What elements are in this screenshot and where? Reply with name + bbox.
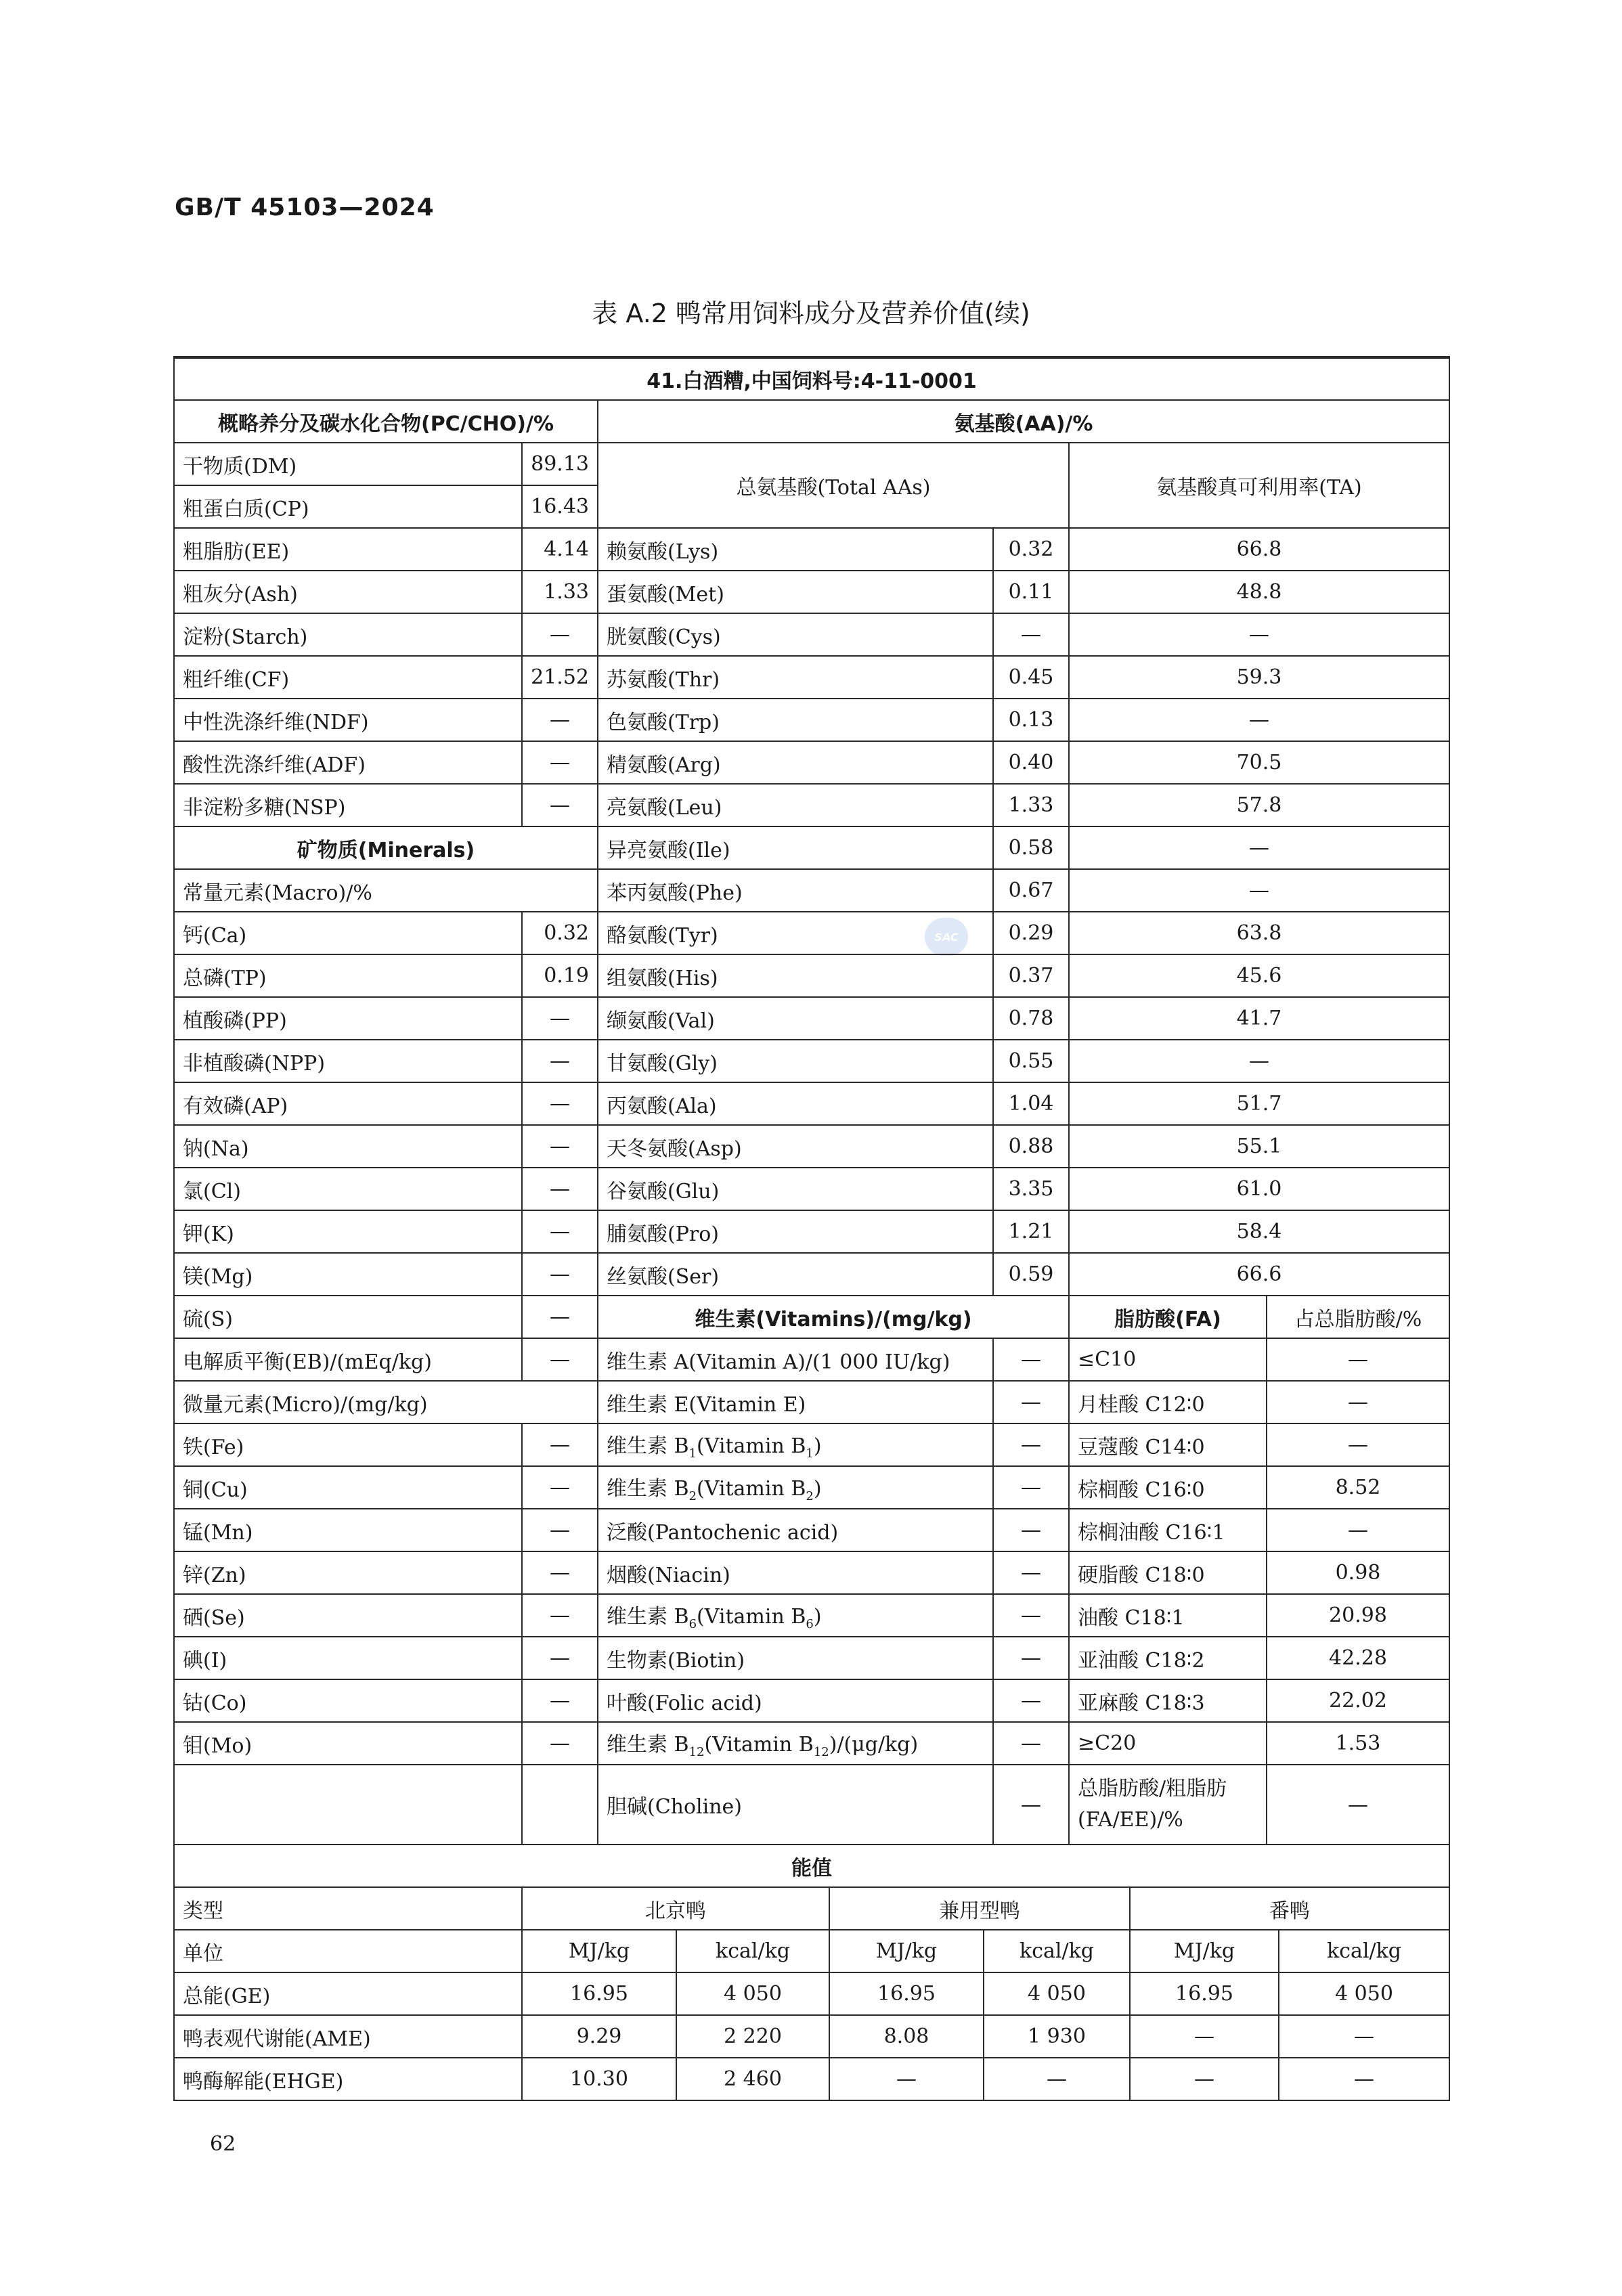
amino-acid-ta: 63.8 [1069,912,1449,954]
ta-header: 氨基酸真可利用率(TA) [1069,443,1449,528]
section-header-fa: 脂肪酸(FA) [1069,1296,1267,1338]
energy-unit-label: 单位 [174,1930,522,1972]
energy-row-label: 总能(GE) [174,1972,522,2015]
energy-group: 番鸭 [1130,1887,1449,1930]
table-row [174,1168,1449,1210]
energy-value: 2 460 [676,2058,829,2100]
vitamin-label: 维生素 $B_2(Vitamin$ $B_2$) [598,1466,993,1509]
vitamin-value: — [993,1637,1069,1679]
energy-value: — [1279,2015,1449,2058]
table-row [174,1338,1449,1381]
vitamin-label: 烟酸(Niacin) [598,1551,993,1594]
nutrient-label: 干物质(DM) [174,443,522,485]
nutrient-label: 电解质平衡(EB)/(mEq/kg) [174,1338,522,1381]
table-title: 表 A.2 鸭常用饲料成分及营养价值(续) [592,299,1030,328]
amino-acid-label: 脯氨酸(Pro) [598,1210,993,1253]
amino-acid-ta: 55.1 [1069,1125,1449,1168]
section-header-aa: 氨基酸(AA)/% [598,400,1449,443]
fatty-acid-label: 油酸 C18∶1 [1069,1594,1267,1637]
table-row [174,741,1449,784]
amino-acid-value: 0.88 [993,1125,1069,1168]
energy-row-label: 鸭表观代谢能(AME) [174,2015,522,2058]
energy-group: 兼用型鸭 [829,1887,1130,1930]
fatty-acid-label: 棕榈油酸 C16∶1 [1069,1509,1267,1551]
amino-acid-ta: — [1069,869,1449,912]
energy-type-label: 类型 [174,1887,522,1930]
fatty-acid-label: 硬脂酸 C18∶0 [1069,1551,1267,1594]
energy-value: — [1279,2058,1449,2100]
nutrient-label: 钠(Na) [174,1125,522,1168]
amino-acid-ta: 41.7 [1069,997,1449,1040]
table-row [174,1722,1449,1765]
amino-acid-value: 0.45 [993,656,1069,699]
nutrient-value: — [522,1040,598,1082]
amino-acid-ta: 58.4 [1069,1210,1449,1253]
amino-acid-ta: 51.7 [1069,1082,1449,1125]
energy-value: 16.95 [829,1972,984,2015]
nutrient-label: 锰(Mn) [174,1509,522,1551]
table-row [174,1972,1449,2015]
table-row [174,869,1449,912]
nutrient-label: 镁(Mg) [174,1253,522,1296]
amino-acid-label: 酪氨酸(Tyr) [598,912,993,954]
table-row [174,1040,1449,1082]
energy-value: — [1130,2015,1279,2058]
amino-acid-label: 色氨酸(Trp) [598,699,993,741]
amino-acid-ta: — [1069,699,1449,741]
table-row [174,1381,1449,1423]
section-header-pc: 概略养分及碳水化合物(PC/CHO)/% [174,400,598,443]
fatty-acid-label: 亚麻酸 C18∶3 [1069,1679,1267,1722]
amino-acid-label: 谷氨酸(Glu) [598,1168,993,1210]
fatty-acid-label: 豆蔻酸 C14∶0 [1069,1423,1267,1466]
amino-acid-value: 0.40 [993,741,1069,784]
nutrient-value: 1.33 [522,571,598,613]
nutrient-label: 硫(S) [174,1296,522,1338]
fatty-acid-label: 棕榈酸 C16∶0 [1069,1466,1267,1509]
vitamin-label: 维生素 $B_{12}(Vitamin$ $B_{12})/(\mu g/kg)$ [598,1722,993,1765]
nutrient-value: 0.32 [522,912,598,954]
vitamin-value: — [993,1509,1069,1551]
table-row [174,826,1449,869]
nutrient-value: — [522,997,598,1040]
vitamin-label: 维生素 E(Vitamin E) [598,1381,993,1423]
nutrient-label: 钼(Mo) [174,1722,522,1765]
amino-acid-ta: 70.5 [1069,741,1449,784]
table-row [174,1551,1449,1594]
page-number: 62 [210,2132,236,2156]
energy-value: 4 050 [676,1972,829,2015]
fatty-acid-value: — [1267,1509,1449,1551]
nutrient-value: 4.14 [522,528,598,571]
nutrient-value: — [522,1082,598,1125]
vitamin-value: — [993,1423,1069,1466]
nutrient-value: 21.52 [522,656,598,699]
amino-acid-value: 0.29 [993,912,1069,954]
amino-acid-label: 苏氨酸(Thr) [598,656,993,699]
amino-acid-label: 胱氨酸(Cys) [598,613,993,656]
table-row [174,1679,1449,1722]
table-row [174,1082,1449,1125]
energy-unit: kcal/kg [676,1930,829,1972]
amino-acid-value: 1.21 [993,1210,1069,1253]
amino-acid-value: 0.55 [993,1040,1069,1082]
amino-acid-ta: 57.8 [1069,784,1449,826]
nutrient-label: 酸性洗涤纤维(ADF) [174,741,522,784]
fatty-acid-value: — [1267,1381,1449,1423]
amino-acid-label: 丝氨酸(Ser) [598,1253,993,1296]
energy-unit: MJ/kg [1130,1930,1279,1972]
nutrient-value: 89.13 [522,443,598,485]
energy-unit: MJ/kg [522,1930,676,1972]
nutrient-label: 钙(Ca) [174,912,522,954]
nutrient-label: 碘(I) [174,1637,522,1679]
empty-cell [522,1765,598,1845]
nutrient-label: 中性洗涤纤维(NDF) [174,699,522,741]
table-row [174,443,1449,485]
vitamin-value: — [993,1765,1069,1845]
nutrient-label: 有效磷(AP) [174,1082,522,1125]
nutrient-label: 锌(Zn) [174,1551,522,1594]
energy-value: 2 220 [676,2015,829,2058]
nutrient-value: 16.43 [522,485,598,528]
total-aa-header: 总氨基酸(Total AAs) [598,443,1069,528]
amino-acid-value: 0.59 [993,1253,1069,1296]
vitamin-label: 叶酸(Folic acid) [598,1679,993,1722]
vitamin-label: 胆碱(Choline) [598,1765,993,1845]
nutrient-label: 钾(K) [174,1210,522,1253]
amino-acid-label: 天冬氨酸(Asp) [598,1125,993,1168]
vitamin-value: — [993,1722,1069,1765]
nutrient-value: — [522,1722,598,1765]
energy-value: 16.95 [522,1972,676,2015]
amino-acid-ta: — [1069,1040,1449,1082]
fatty-acid-value: 8.52 [1267,1466,1449,1509]
nutrient-value: — [522,1637,598,1679]
energy-value: — [1130,2058,1279,2100]
amino-acid-ta: 66.8 [1069,528,1449,571]
nutrient-value: — [522,1338,598,1381]
energy-value: — [984,2058,1130,2100]
nutrient-label: 非淀粉多糖(NSP) [174,784,522,826]
nutrient-label: 钴(Co) [174,1679,522,1722]
table-row [174,997,1449,1040]
amino-acid-ta: 48.8 [1069,571,1449,613]
nutrient-label: 总磷(TP) [174,954,522,997]
nutrient-value: — [522,1125,598,1168]
table-row [174,1765,1449,1845]
vitamin-value: — [993,1466,1069,1509]
amino-acid-value: 0.58 [993,826,1069,869]
energy-value: 16.95 [1130,1972,1279,2015]
table-row [174,1210,1449,1253]
amino-acid-value: 0.11 [993,571,1069,613]
amino-acid-label: 赖氨酸(Lys) [598,528,993,571]
vitamin-label: 泛酸(Pantochenic acid) [598,1509,993,1551]
fatty-acid-value: — [1267,1423,1449,1466]
section-header-minerals: 矿物质(Minerals) [174,826,598,869]
table-row [174,912,1449,954]
nutrient-value: — [522,1253,598,1296]
table-row [174,1594,1449,1637]
nutrient-label: 硒(Se) [174,1594,522,1637]
nutrient-value: — [522,1466,598,1509]
fatty-acid-label: 总脂肪酸/粗脂肪(FA/EE)/% [1069,1765,1267,1845]
nutrient-value: — [522,741,598,784]
nutrient-value: — [522,613,598,656]
vitamin-value: — [993,1551,1069,1594]
amino-acid-value: 0.32 [993,528,1069,571]
table-row [174,528,1449,571]
vitamin-label: 维生素 $B_6(Vitamin$ $B_6$) [598,1594,993,1637]
amino-acid-ta: — [1069,826,1449,869]
amino-acid-label: 蛋氨酸(Met) [598,571,993,613]
standard-code: GB/T 45103—2024 [175,194,435,221]
amino-acid-label: 亮氨酸(Leu) [598,784,993,826]
table-row [174,1845,1449,1887]
vitamin-value: — [993,1338,1069,1381]
vitamin-label: 维生素 $B_1(Vitamin$ $B_1$) [598,1423,993,1466]
fatty-acid-label: 月桂酸 C12∶0 [1069,1381,1267,1423]
nutrient-label: 粗蛋白质(CP) [174,485,522,528]
table-row [174,784,1449,826]
amino-acid-label: 苯丙氨酸(Phe) [598,869,993,912]
fatty-acid-label: ≥C20 [1069,1722,1267,1765]
section-header-energy: 能值 [174,1845,1449,1887]
energy-row-label: 鸭酶解能(EHGE) [174,2058,522,2100]
nutrient-value: — [522,784,598,826]
amino-acid-ta: 61.0 [1069,1168,1449,1210]
table-row [174,1125,1449,1168]
nutrient-value: — [522,1551,598,1594]
table-row [174,1423,1449,1466]
table-row [174,1466,1449,1509]
fatty-acid-value: 0.98 [1267,1551,1449,1594]
energy-value: 4 050 [984,1972,1130,2015]
nutrient-value: — [522,1296,598,1338]
nutrient-value: — [522,1423,598,1466]
energy-group: 北京鸭 [522,1887,829,1930]
nutrient-value: 0.19 [522,954,598,997]
fatty-acid-value: 22.02 [1267,1679,1449,1722]
fatty-acid-label: ≤C10 [1069,1338,1267,1381]
amino-acid-value: 1.04 [993,1082,1069,1125]
table-row [174,400,1449,443]
amino-acid-label: 异亮氨酸(Ile) [598,826,993,869]
energy-value: — [829,2058,984,2100]
table-row [174,1296,1449,1338]
table-row [174,1509,1449,1551]
amino-acid-label: 精氨酸(Arg) [598,741,993,784]
amino-acid-label: 甘氨酸(Gly) [598,1040,993,1082]
amino-acid-ta: 45.6 [1069,954,1449,997]
nutrient-label: 植酸磷(PP) [174,997,522,1040]
section-header-vitamins: 维生素(Vitamins)/(mg/kg) [598,1296,1069,1338]
fatty-acid-label: 亚油酸 C18∶2 [1069,1637,1267,1679]
amino-acid-value: 0.13 [993,699,1069,741]
table-row [174,1930,1449,1972]
amino-acid-value: 3.35 [993,1168,1069,1210]
energy-value: 10.30 [522,2058,676,2100]
nutrient-label: 粗脂肪(EE) [174,528,522,571]
vitamin-value: — [993,1381,1069,1423]
energy-value: 9.29 [522,2015,676,2058]
feed-composition-table [173,356,1450,1845]
fatty-acid-value: — [1267,1338,1449,1381]
subsection-label: 微量元素(Micro)/(mg/kg) [174,1381,598,1423]
table-row [174,656,1449,699]
amino-acid-value: 0.78 [993,997,1069,1040]
empty-cell [174,1765,522,1845]
nutrient-label: 非植酸磷(NPP) [174,1040,522,1082]
table-row [174,1637,1449,1679]
energy-value: 1 930 [984,2015,1130,2058]
nutrient-label: 氯(Cl) [174,1168,522,1210]
nutrient-value: — [522,1509,598,1551]
section-header-fa-pct: 占总脂肪酸/% [1267,1296,1449,1338]
table-row [174,2058,1449,2100]
energy-table [173,1844,1450,2101]
fatty-acid-value: — [1267,1765,1449,1845]
energy-unit: MJ/kg [829,1930,984,1972]
fatty-acid-value: 20.98 [1267,1594,1449,1637]
nutrient-label: 淀粉(Starch) [174,613,522,656]
vitamin-label: 维生素 A(Vitamin A)/(1 000 IU/kg) [598,1338,993,1381]
nutrient-value: — [522,1679,598,1722]
amino-acid-value: 0.67 [993,869,1069,912]
amino-acid-label: 缬氨酸(Val) [598,997,993,1040]
nutrient-value: — [522,1594,598,1637]
amino-acid-value: — [993,613,1069,656]
fatty-acid-value: 42.28 [1267,1637,1449,1679]
energy-unit: kcal/kg [1279,1930,1449,1972]
fatty-acid-value: 1.53 [1267,1722,1449,1765]
table-row [174,1887,1449,1930]
table-row [174,571,1449,613]
nutrient-label: 铜(Cu) [174,1466,522,1509]
nutrient-label: 铁(Fe) [174,1423,522,1466]
amino-acid-value: 0.37 [993,954,1069,997]
feed-title: 41.白酒糟,中国饲料号:4-11-0001 [174,357,1449,400]
sac-watermark-logo: SAC [925,918,968,956]
vitamin-label: 生物素(Biotin) [598,1637,993,1679]
nutrient-label: 粗纤维(CF) [174,656,522,699]
vitamin-value: — [993,1594,1069,1637]
amino-acid-label: 组氨酸(His) [598,954,993,997]
nutrient-value: — [522,699,598,741]
table-row [174,954,1449,997]
energy-value: 8.08 [829,2015,984,2058]
table-row [174,357,1449,400]
table-row [174,2015,1449,2058]
subsection-label: 常量元素(Macro)/% [174,869,598,912]
amino-acid-ta: — [1069,613,1449,656]
table-row [174,699,1449,741]
energy-value: 4 050 [1279,1972,1449,2015]
amino-acid-value: 1.33 [993,784,1069,826]
nutrient-label: 粗灰分(Ash) [174,571,522,613]
amino-acid-ta: 59.3 [1069,656,1449,699]
amino-acid-label: 丙氨酸(Ala) [598,1082,993,1125]
nutrient-value: — [522,1168,598,1210]
amino-acid-ta: 66.6 [1069,1253,1449,1296]
table-row [174,613,1449,656]
nutrient-value: — [522,1210,598,1253]
vitamin-value: — [993,1679,1069,1722]
table-row [174,1253,1449,1296]
energy-unit: kcal/kg [984,1930,1130,1972]
